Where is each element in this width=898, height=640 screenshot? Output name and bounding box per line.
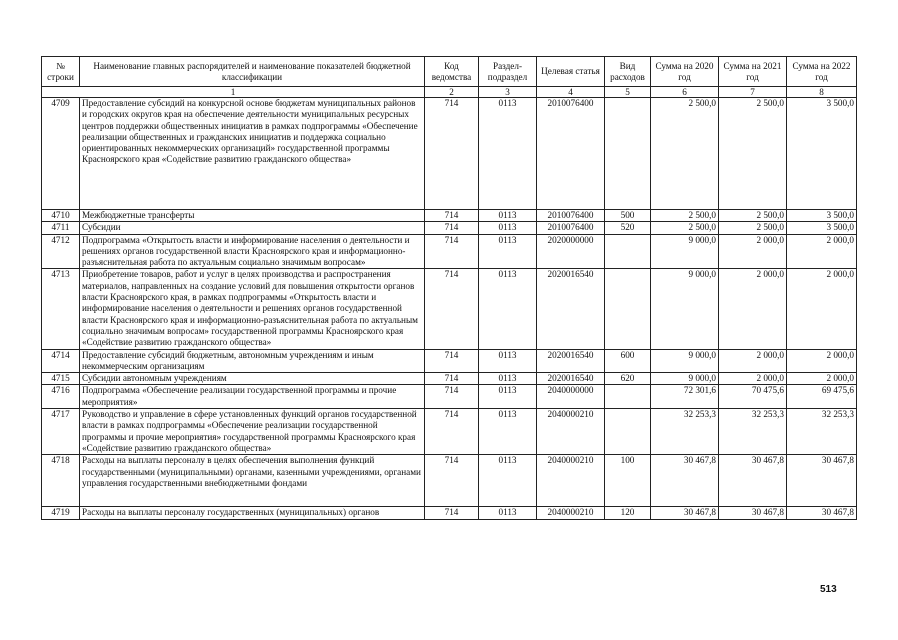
table-row bbox=[42, 98, 857, 210]
row-sum-2022: 2 000,0 bbox=[787, 349, 857, 373]
table-row bbox=[42, 373, 857, 385]
row-sum-2021: 2 000,0 bbox=[719, 269, 787, 349]
table-row bbox=[42, 409, 857, 455]
table-header-row bbox=[42, 57, 857, 87]
column-number-row bbox=[42, 87, 857, 98]
header-section: Раздел-подраздел bbox=[479, 57, 537, 87]
row-dept-code: 714 bbox=[425, 409, 479, 455]
row-sum-2021: 30 467,8 bbox=[719, 455, 787, 507]
row-dept-code: 714 bbox=[425, 373, 479, 385]
row-target: 2020016540 bbox=[537, 373, 605, 385]
row-name: Руководство и управление в сфере установленных функций органов государственной власти в рамках подпрограммы «Обеспечение реализации государственной программы и прочие мероприятия» государственной программы Красноярского края «Содействие развитию гражданского общества» bbox=[80, 409, 425, 455]
row-sum-2021: 30 467,8 bbox=[719, 507, 787, 519]
table-row bbox=[42, 222, 857, 234]
row-number: 4716 bbox=[42, 385, 80, 409]
row-name: Предоставление субсидий на конкурсной основе бюджетам муниципальных районов и городских округов края на обеспечение деятельности муниципальных ресурсных центров поддержки общественных инициатив в рамках подпрограммы «Обеспечение реализации общественных и гражданских инициатив и поддержка социально ориентированных некоммерческих организаций» государственной программы Красноярского края «Содействие развитию гражданского общества» bbox=[80, 98, 425, 210]
row-sum-2020: 9 000,0 bbox=[651, 373, 719, 385]
row-number: 4714 bbox=[42, 349, 80, 373]
row-number: 4711 bbox=[42, 222, 80, 234]
row-dept-code: 714 bbox=[425, 222, 479, 234]
header-sum-2020: Сумма на 2020 год bbox=[651, 57, 719, 87]
table-row bbox=[42, 349, 857, 373]
row-section: 0113 bbox=[479, 234, 537, 269]
row-expense-type: 120 bbox=[605, 507, 651, 519]
row-sum-2021: 2 000,0 bbox=[719, 349, 787, 373]
row-target: 2040000210 bbox=[537, 507, 605, 519]
header-row-no: № строки bbox=[42, 57, 80, 87]
row-section: 0113 bbox=[479, 269, 537, 349]
row-name: Расходы на выплаты персоналу государственных (муниципальных) органов bbox=[80, 507, 425, 519]
table-row bbox=[42, 507, 857, 519]
row-sum-2021: 2 000,0 bbox=[719, 234, 787, 269]
row-sum-2022: 30 467,8 bbox=[787, 455, 857, 507]
row-sum-2020: 9 000,0 bbox=[651, 349, 719, 373]
row-sum-2022: 3 500,0 bbox=[787, 98, 857, 210]
table-row bbox=[42, 210, 857, 222]
row-target: 2010076400 bbox=[537, 98, 605, 210]
row-sum-2020: 72 301,6 bbox=[651, 385, 719, 409]
row-dept-code: 714 bbox=[425, 455, 479, 507]
header-sum-2021: Сумма на 2021 год bbox=[719, 57, 787, 87]
row-sum-2022: 30 467,8 bbox=[787, 507, 857, 519]
row-expense-type bbox=[605, 98, 651, 210]
row-dept-code: 714 bbox=[425, 234, 479, 269]
row-sum-2022: 32 253,3 bbox=[787, 409, 857, 455]
row-sum-2020: 2 500,0 bbox=[651, 210, 719, 222]
row-dept-code: 714 bbox=[425, 507, 479, 519]
row-section: 0113 bbox=[479, 507, 537, 519]
row-target: 2040000210 bbox=[537, 409, 605, 455]
row-target: 2020016540 bbox=[537, 269, 605, 349]
row-number: 4710 bbox=[42, 210, 80, 222]
row-sum-2021: 2 500,0 bbox=[719, 98, 787, 210]
row-sum-2022: 69 475,6 bbox=[787, 385, 857, 409]
row-sum-2020: 32 253,3 bbox=[651, 409, 719, 455]
header-dept-code: Код ведомства bbox=[425, 57, 479, 87]
table-row bbox=[42, 234, 857, 269]
row-sum-2020: 2 500,0 bbox=[651, 98, 719, 210]
row-section: 0113 bbox=[479, 385, 537, 409]
row-section: 0113 bbox=[479, 349, 537, 373]
row-sum-2022: 2 000,0 bbox=[787, 234, 857, 269]
row-dept-code: 714 bbox=[425, 269, 479, 349]
row-expense-type bbox=[605, 234, 651, 269]
header-name: Наименование главных распорядителей и наименование показателей бюджетной классификации bbox=[80, 57, 425, 87]
row-name: Субсидии автономным учреждениям bbox=[80, 373, 425, 385]
row-name: Подпрограмма «Обеспечение реализации государственной программы и прочие мероприятия» bbox=[80, 385, 425, 409]
header-target: Целевая статья bbox=[537, 57, 605, 87]
budget-table bbox=[41, 56, 857, 520]
row-section: 0113 bbox=[479, 222, 537, 234]
row-expense-type: 100 bbox=[605, 455, 651, 507]
row-number: 4715 bbox=[42, 373, 80, 385]
row-expense-type bbox=[605, 385, 651, 409]
row-name: Расходы на выплаты персоналу в целях обеспечения выполнения функций государственными (муниципальными) органами, казенными учреждениями, органами управления государственными внебюджетными фондами bbox=[80, 455, 425, 507]
row-sum-2022: 3 500,0 bbox=[787, 222, 857, 234]
row-section: 0113 bbox=[479, 373, 537, 385]
row-sum-2020: 30 467,8 bbox=[651, 507, 719, 519]
column-number: 7 bbox=[719, 87, 787, 98]
row-sum-2020: 2 500,0 bbox=[651, 222, 719, 234]
column-number: 5 bbox=[605, 87, 651, 98]
row-section: 0113 bbox=[479, 409, 537, 455]
column-number: 1 bbox=[42, 87, 425, 98]
row-name: Межбюджетные трансферты bbox=[80, 210, 425, 222]
page-number: 513 bbox=[820, 584, 837, 595]
row-number: 4709 bbox=[42, 98, 80, 210]
row-expense-type bbox=[605, 409, 651, 455]
row-sum-2021: 2 500,0 bbox=[719, 210, 787, 222]
header-sum-2022: Сумма на 2022 год bbox=[787, 57, 857, 87]
row-sum-2020: 9 000,0 bbox=[651, 269, 719, 349]
row-target: 2040000000 bbox=[537, 385, 605, 409]
row-dept-code: 714 bbox=[425, 385, 479, 409]
row-dept-code: 714 bbox=[425, 210, 479, 222]
row-sum-2021: 2 500,0 bbox=[719, 222, 787, 234]
row-sum-2020: 9 000,0 bbox=[651, 234, 719, 269]
table-row bbox=[42, 269, 857, 349]
row-name: Подпрограмма «Открытость власти и информирование населения о деятельности и решениях органов государственной власти Красноярского края и информационно-разъяснительная работа по актуальным социально значимым вопросам» bbox=[80, 234, 425, 269]
column-number: 3 bbox=[479, 87, 537, 98]
row-dept-code: 714 bbox=[425, 98, 479, 210]
row-sum-2021: 2 000,0 bbox=[719, 373, 787, 385]
row-number: 4717 bbox=[42, 409, 80, 455]
row-expense-type: 600 bbox=[605, 349, 651, 373]
row-number: 4719 bbox=[42, 507, 80, 519]
row-number: 4718 bbox=[42, 455, 80, 507]
row-sum-2021: 32 253,3 bbox=[719, 409, 787, 455]
column-number: 2 bbox=[425, 87, 479, 98]
row-expense-type: 500 bbox=[605, 210, 651, 222]
header-expense-type: Вид расходов bbox=[605, 57, 651, 87]
row-dept-code: 714 bbox=[425, 349, 479, 373]
table-row bbox=[42, 455, 857, 507]
row-number: 4713 bbox=[42, 269, 80, 349]
column-number: 6 bbox=[651, 87, 719, 98]
row-section: 0113 bbox=[479, 455, 537, 507]
row-name: Приобретение товаров, работ и услуг в целях производства и распространения материалов, направленных на создание условий для повышения открытости органов власти Красноярского края, в рамках подпрограммы «Открытость власти и информирование населения о деятельности и решениях органов государственной власти Красноярского края и информационно-разъяснительная работа по актуальным социально значимым вопросам» государственной программы Красноярского края «Содействие развитию гражданского общества» bbox=[80, 269, 425, 349]
row-expense-type: 520 bbox=[605, 222, 651, 234]
row-target: 2020016540 bbox=[537, 349, 605, 373]
row-sum-2022: 2 000,0 bbox=[787, 373, 857, 385]
row-expense-type: 620 bbox=[605, 373, 651, 385]
row-name: Предоставление субсидий бюджетным, автономным учреждениям и иным некоммерческим организациям bbox=[80, 349, 425, 373]
row-target: 2020000000 bbox=[537, 234, 605, 269]
column-number: 8 bbox=[787, 87, 857, 98]
row-section: 0113 bbox=[479, 210, 537, 222]
row-sum-2022: 3 500,0 bbox=[787, 210, 857, 222]
row-target: 2010076400 bbox=[537, 210, 605, 222]
table-row bbox=[42, 385, 857, 409]
row-target: 2040000210 bbox=[537, 455, 605, 507]
row-expense-type bbox=[605, 269, 651, 349]
row-number: 4712 bbox=[42, 234, 80, 269]
row-target: 2010076400 bbox=[537, 222, 605, 234]
row-name: Субсидии bbox=[80, 222, 425, 234]
row-sum-2021: 70 475,6 bbox=[719, 385, 787, 409]
row-sum-2022: 2 000,0 bbox=[787, 269, 857, 349]
row-sum-2020: 30 467,8 bbox=[651, 455, 719, 507]
column-number: 4 bbox=[537, 87, 605, 98]
row-section: 0113 bbox=[479, 98, 537, 210]
